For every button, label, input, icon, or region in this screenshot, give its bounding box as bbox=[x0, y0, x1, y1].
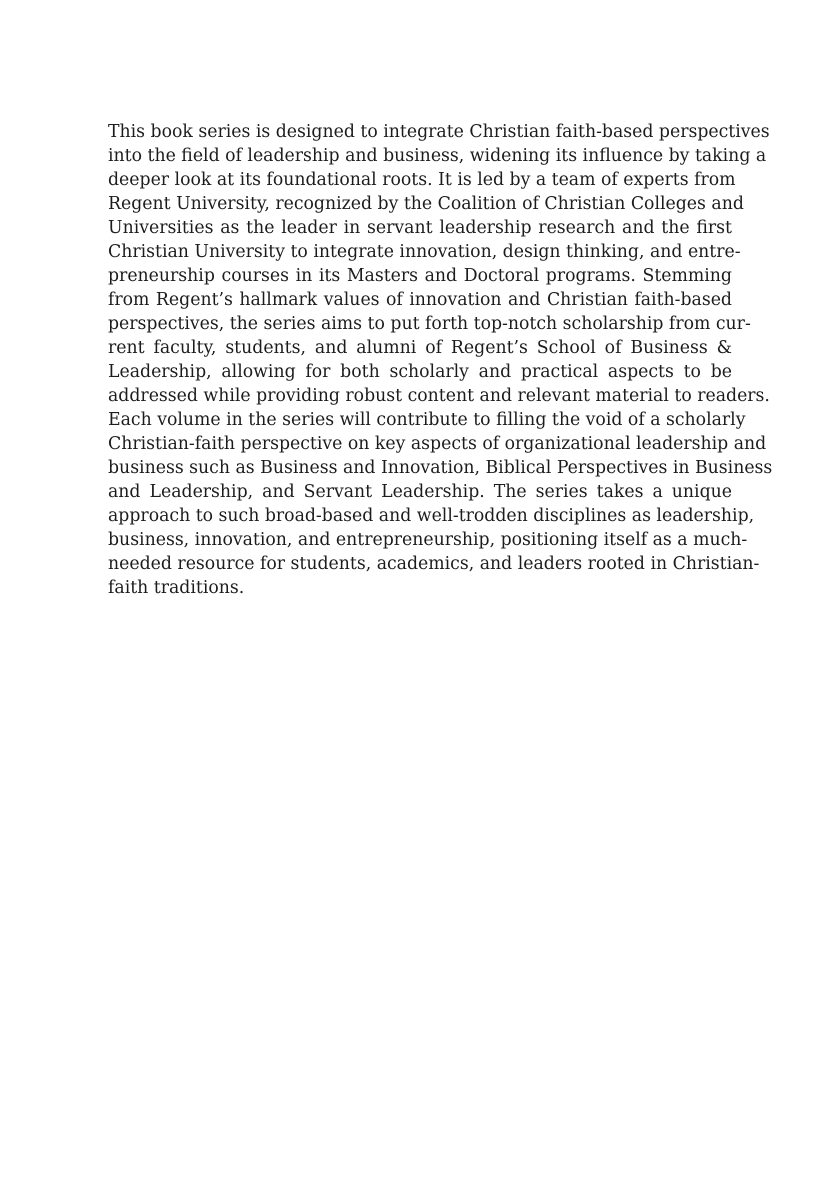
paragraph-line: business such as Business and Innovation, Biblical Perspectives in Business bbox=[108, 458, 773, 478]
paragraph-line: Christian University to integrate innovation, design thinking, and entre- bbox=[108, 242, 741, 262]
paragraph-line: addressed while providing robust content and relevant material to readers. bbox=[108, 386, 770, 406]
series-description-paragraph bbox=[108, 120, 773, 600]
paragraph-line: Christian-faith perspective on key aspects of organizational leadership and bbox=[108, 434, 767, 454]
paragraph-line: perspectives, the series aims to put forth top-notch scholarship from cur- bbox=[108, 314, 751, 334]
paragraph-line: into the field of leadership and business, widening its influence by taking a bbox=[108, 146, 767, 166]
paragraph-line: preneurship courses in its Masters and Doctoral programs. Stemming bbox=[108, 266, 732, 286]
paragraph-line: Each volume in the series will contribute to filling the void of a scholarly bbox=[108, 410, 746, 430]
paragraph-line: deeper look at its foundational roots. It is led by a team of experts from bbox=[108, 170, 736, 190]
paragraph-line: Regent University, recognized by the Coalition of Christian Colleges and bbox=[108, 194, 744, 214]
paragraph-line: business, innovation, and entrepreneurship, positioning itself as a much- bbox=[108, 530, 748, 550]
paragraph-line: rent faculty, students, and alumni of Regent’s School of Business & bbox=[108, 338, 732, 358]
paragraph-line: and Leadership, and Servant Leadership. The series takes a unique bbox=[108, 482, 732, 502]
paragraph-line: Leadership, allowing for both scholarly and practical aspects to be bbox=[108, 362, 732, 382]
paragraph-line: Universities as the leader in servant leadership research and the first bbox=[108, 218, 732, 238]
paragraph-line: from Regent’s hallmark values of innovation and Christian faith-based bbox=[108, 290, 732, 310]
paragraph-line: This book series is designed to integrate Christian faith-based perspectives bbox=[108, 122, 770, 142]
paragraph-line: needed resource for students, academics, and leaders rooted in Christian- bbox=[108, 554, 760, 574]
paragraph-line: faith traditions. bbox=[108, 578, 245, 598]
paragraph-line: approach to such broad-based and well-trodden disciplines as leadership, bbox=[108, 506, 755, 526]
